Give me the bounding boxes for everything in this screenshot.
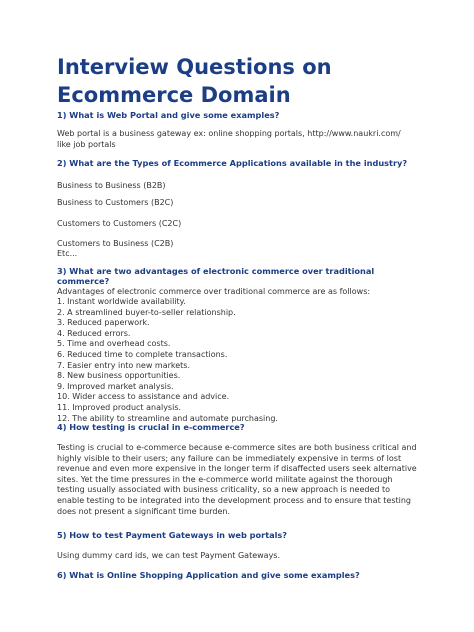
question-4: 4) How testing is crucial in e-commerce? bbox=[57, 422, 245, 432]
type-b2c: Business to Customers (B2C) bbox=[57, 198, 174, 207]
list-item: 10. Wider access to assistance and advice. bbox=[57, 392, 230, 402]
document-title bbox=[57, 53, 437, 109]
type-b2b: Business to Business (B2B) bbox=[57, 181, 166, 190]
list-item: 8. New business opportunities. bbox=[57, 371, 181, 381]
question-3-line-1: 3) What are two advantages of electronic commerce over traditional bbox=[57, 266, 375, 276]
question-3-line-2: commerce? bbox=[57, 276, 110, 286]
answer-1-line-2: like job portals bbox=[57, 140, 116, 149]
paragraph-line: revenue and even more expensive in the longer term if disaffected users seek alternative bbox=[57, 464, 417, 474]
list-item: 6. Reduced time to complete transactions. bbox=[57, 349, 228, 359]
list-item: 4. Reduced errors. bbox=[57, 328, 131, 338]
advantages-list bbox=[57, 297, 278, 424]
title-line-1: Interview Questions on bbox=[57, 55, 332, 79]
list-item: 1. Instant worldwide availability. bbox=[57, 297, 186, 306]
paragraph-line: sites. Yet the time pressures in the e-commerce world militate against the thorough bbox=[57, 474, 393, 484]
list-item: 3. Reduced paperwork. bbox=[57, 318, 150, 328]
question-5: 5) How to test Payment Gateways in web portals? bbox=[57, 530, 288, 540]
title-line-2: Ecommerce Domain bbox=[57, 83, 291, 107]
question-1: 1) What is Web Portal and give some examples? bbox=[57, 110, 280, 120]
paragraph-line: highly visible to their users; any failure can be immediately expensive in terms of lost bbox=[57, 453, 402, 463]
paragraph-line: testing usually associated with business criticality, so a new approach is needed to bbox=[57, 485, 391, 495]
answer-4-paragraph bbox=[57, 443, 417, 517]
list-item: 7. Easier entry into new markets. bbox=[57, 360, 191, 370]
question-2: 2) What are the Types of Ecommerce Applications available in the industry? bbox=[57, 158, 408, 168]
types-etc: Etc... bbox=[57, 249, 78, 258]
list-item: 9. Improved market analysis. bbox=[57, 381, 174, 391]
question-6: 6) What is Online Shopping Application and give some examples? bbox=[57, 570, 360, 580]
paragraph-line: does not present a significant time burden. bbox=[57, 506, 231, 516]
list-item: 5. Time and overhead costs. bbox=[57, 339, 171, 349]
list-item: 11. Improved product analysis. bbox=[57, 402, 182, 412]
answer-1-line-1: Web portal is a business gateway ex: online shopping portals, http://www.naukri.com/ bbox=[57, 129, 401, 138]
type-c2c: Customers to Customers (C2C) bbox=[57, 219, 182, 228]
list-item: 12. The ability to streamline and automate purchasing. bbox=[57, 413, 278, 423]
answer-5: Using dummy card ids, we can test Payment Gateways. bbox=[57, 551, 281, 560]
paragraph-line: enable testing to be integrated into the development process and to ensure that testing bbox=[57, 495, 411, 505]
answer-3-intro: Advantages of electronic commerce over traditional commerce are as follows: bbox=[57, 287, 371, 296]
list-item: 2. A streamlined buyer-to-seller relationship. bbox=[57, 307, 236, 317]
type-c2b: Customers to Business (C2B) bbox=[57, 239, 174, 248]
paragraph-line: Testing is crucial to e-commerce because e-commerce sites are both business critical and bbox=[57, 443, 417, 452]
